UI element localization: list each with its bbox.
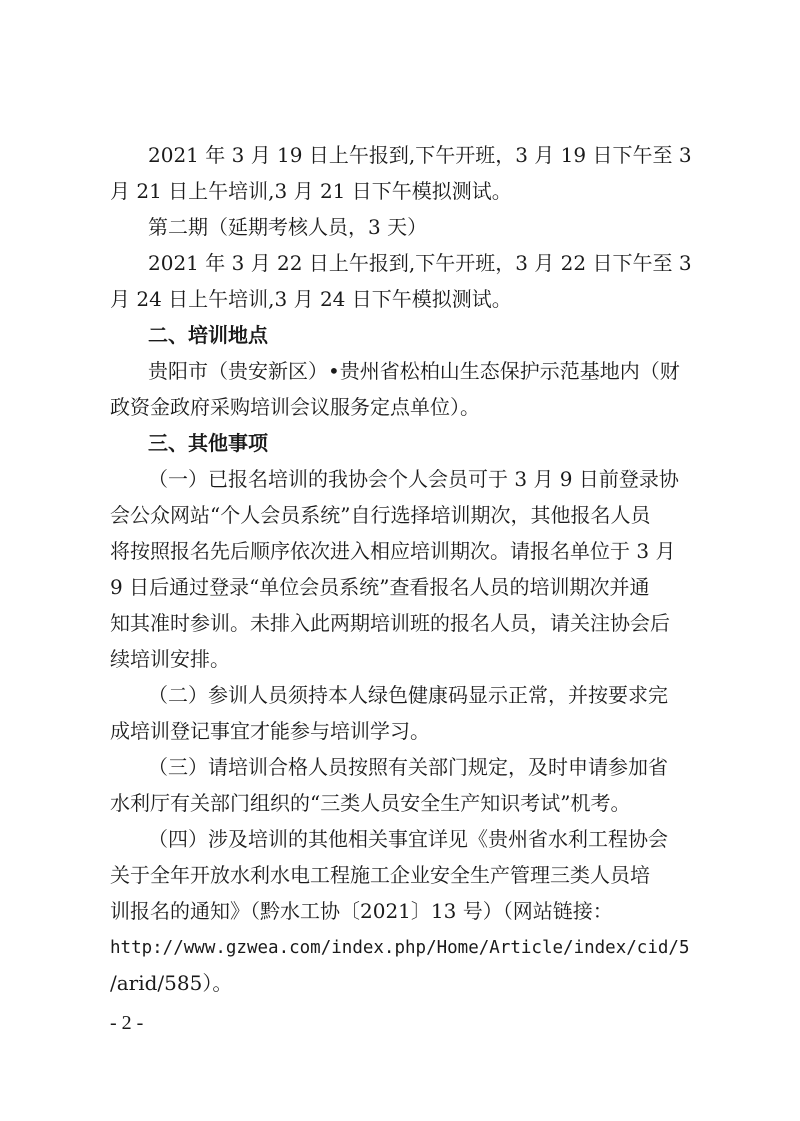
body-text-line: 月 21 日上午培训,3 月 21 日下午模拟测试。: [110, 179, 512, 203]
body-text-line: 贵阳市（贵安新区）•贵州省松柏山生态保护示范基地内（财: [148, 359, 680, 383]
body-text-line: （二）参训人员须持本人绿色健康码显示正常，并按要求完: [148, 683, 668, 707]
body-text-line: 月 24 日上午培训,3 月 24 日下午模拟测试。: [110, 287, 512, 311]
body-text-line: 水利厅有关部门组织的“三类人员安全生产知识考试”机考。: [110, 791, 631, 815]
website-link-text: /arid/585）。: [110, 971, 233, 995]
body-text-line: 政资金政府采购培训会议服务定点单位）。: [110, 395, 480, 419]
section-heading-location: 二、培训地点: [148, 323, 268, 347]
page-number: - 2 -: [110, 1012, 144, 1034]
body-text-line: 知其准时参训。未排入此两期培训班的报名人员，请关注协会后: [110, 611, 670, 635]
body-text-line: 第二期（延期考核人员，3 天）: [148, 215, 428, 239]
body-text-line: （四）涉及培训的其他相关事宜详见《贵州省水利工程协会: [148, 827, 668, 851]
section-heading-other-matters: 三、其他事项: [148, 431, 268, 455]
body-text-line: （一）已报名培训的我协会个人会员可于 3 月 9 日前登录协: [148, 467, 679, 491]
body-text-line: 2021 年 3 月 19 日上午报到,下午开班，3 月 19 日下午至 3: [148, 143, 692, 167]
body-text-line: 成培训登记事宜才能参与培训学习。: [110, 719, 430, 743]
body-text-line: 训报名的通知》（黔水工协〔2021〕13 号）（网站链接：: [110, 899, 613, 923]
body-text-line: 2021 年 3 月 22 日上午报到,下午开班，3 月 22 日下午至 3: [148, 251, 692, 275]
body-text-line: 关于全年开放水利水电工程施工企业安全生产管理三类人员培: [110, 863, 650, 887]
body-text-line: 会公众网站“个人会员系统”自行选择培训期次，其他报名人员: [110, 503, 651, 527]
body-text-line: 9 日后通过登录“单位会员系统”查看报名人员的培训期次并通: [110, 575, 650, 599]
website-link-text: http://www.gzwea.com/index.php/Home/Article/index/cid/5: [110, 938, 690, 958]
body-text-line: 将按照报名先后顺序依次进入相应培训期次。请报名单位于 3 月: [110, 539, 676, 563]
body-text-line: （三）请培训合格人员按照有关部门规定，及时申请参加省: [148, 755, 668, 779]
body-text-line: 续培训安排。: [110, 647, 230, 671]
